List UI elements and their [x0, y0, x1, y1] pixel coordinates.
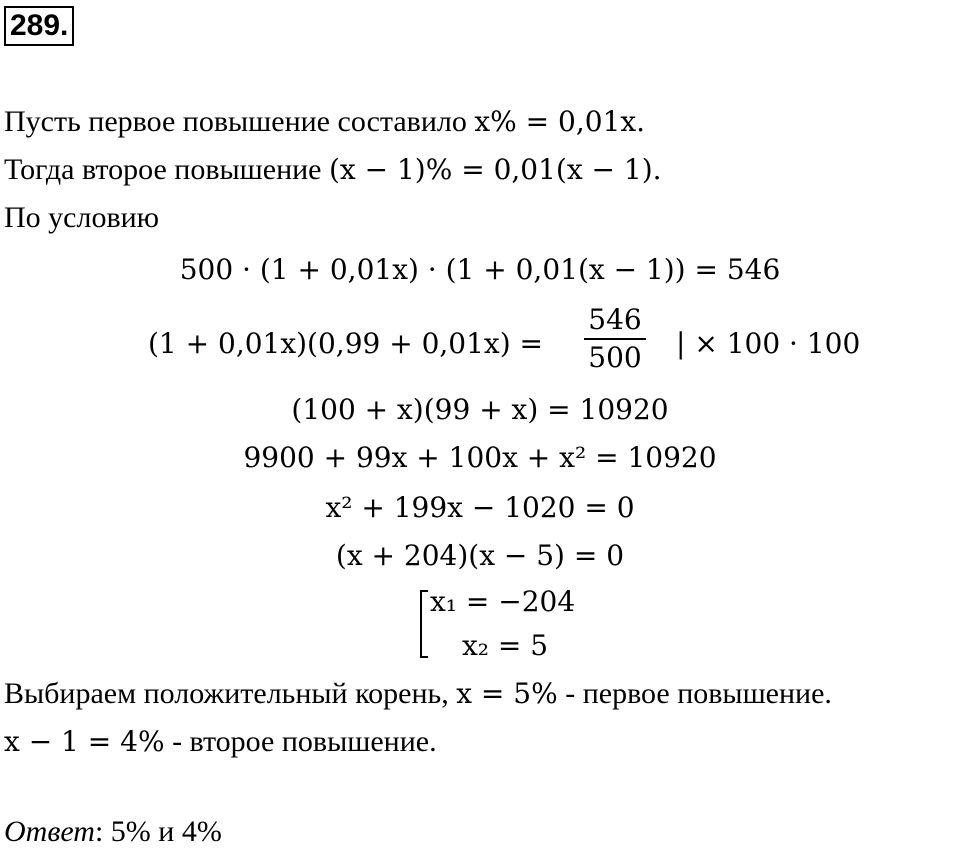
- intro-line-2: [4, 152, 662, 188]
- answer-value: 5% и 4%: [103, 815, 222, 848]
- equation-5: x² + 199x − 1020 = 0: [325, 491, 635, 524]
- conclusion-line-2: [4, 724, 437, 760]
- equation-1: 500 · (1 + 0,01x) · (1 + 0,01(x − 1)) = 546: [179, 253, 781, 286]
- answer-line: [4, 814, 222, 850]
- root-2: x₂ = 5: [462, 629, 549, 662]
- conclusion-line-2-text: - второе повышение.: [164, 725, 437, 758]
- roots-bracket: [420, 590, 428, 658]
- problem-number: 289.: [4, 6, 74, 46]
- conclusion-line-2-math: x − 1 = 4%: [4, 725, 165, 758]
- equation-3: (100 + x)(99 + x) = 10920: [291, 393, 669, 426]
- fraction-numerator: 546: [588, 303, 642, 336]
- equation-4: 9900 + 99x + 100x + x² = 10920: [243, 441, 717, 474]
- answer-label: Ответ: [4, 815, 95, 848]
- intro-line-1-math: x% = 0,01x.: [474, 105, 646, 138]
- equation-2-left: (1 + 0,01x)(0,99 + 0,01x) =: [148, 327, 544, 360]
- answer-colon: :: [94, 815, 104, 848]
- root-1: x₁ = −204: [430, 585, 576, 618]
- fraction-bar: [584, 338, 646, 340]
- equation-2-fraction: [584, 304, 646, 374]
- intro-line-2-math: (x − 1)% = 0,01(x − 1).: [329, 153, 662, 186]
- intro-line-2-text: Тогда второе повышение: [4, 153, 329, 186]
- conclusion-line-1: [4, 676, 832, 712]
- conclusion-line-1-text-a: Выбираем положительный корень,: [4, 677, 457, 710]
- equation-6: (x + 204)(x − 5) = 0: [335, 539, 625, 572]
- fraction-denominator: 500: [588, 341, 642, 374]
- conclusion-line-1-text-b: - первое повышение.: [557, 677, 832, 710]
- conclusion-line-1-math: x = 5%: [456, 677, 558, 710]
- intro-line-1: [4, 104, 645, 140]
- equation-2-right: | × 100 · 100: [676, 327, 861, 360]
- intro-line-3: По условию: [4, 201, 160, 234]
- intro-line-1-text: Пусть первое повышение составило: [4, 105, 475, 138]
